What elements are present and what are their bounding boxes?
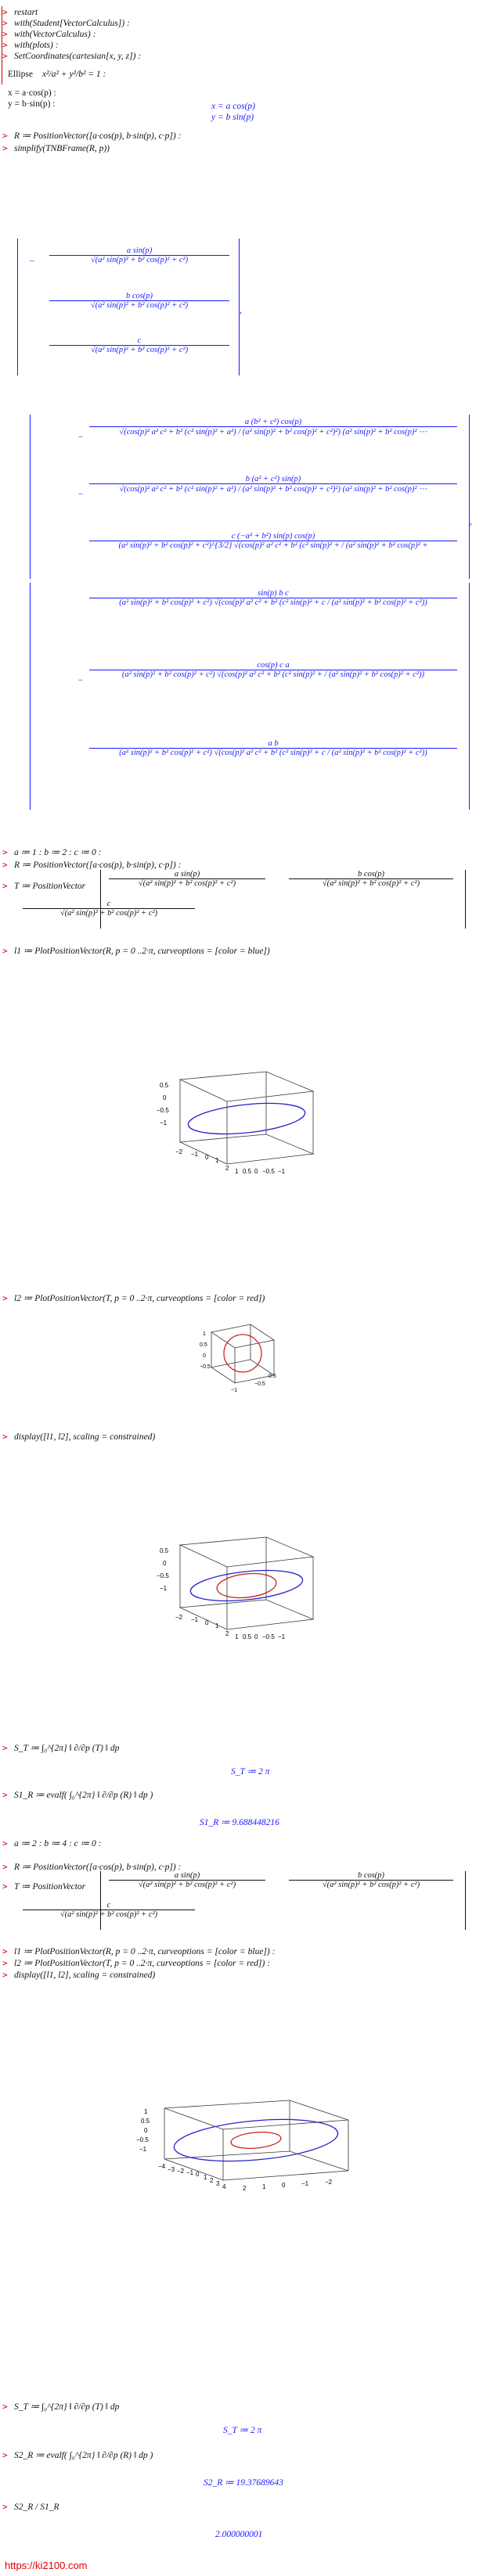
plot1-tick: 0 bbox=[254, 1168, 258, 1175]
plot1-tick: 0 bbox=[163, 1094, 167, 1101]
cmd-restart[interactable]: restart bbox=[14, 8, 38, 17]
plot1-tick: 2 bbox=[225, 1165, 229, 1172]
t-component-1: $\frac{\text{a sin(p)}}{\text{√(a² sin(p)² + b² cos(p)² + c²)}}$ bbox=[49, 246, 229, 264]
prompt-marker[interactable] bbox=[2, 51, 12, 62]
prompt-marker[interactable] bbox=[2, 7, 12, 18]
plot2-red-circle bbox=[224, 1335, 261, 1372]
plot3-tick: 0.5 bbox=[243, 1633, 252, 1640]
cmd-with-plots[interactable]: with(plots) : bbox=[14, 41, 59, 50]
plot3-tick: 1 bbox=[215, 1622, 219, 1629]
cmd-with-vector[interactable]: with(VectorCalculus) : bbox=[14, 30, 96, 39]
n2-sign: − bbox=[77, 490, 84, 499]
plot-l2-3d[interactable] bbox=[200, 1317, 286, 1395]
plot3-red-circle bbox=[216, 1571, 278, 1601]
ellipse-equation[interactable]: x²/a² + y²/b² = 1 : bbox=[42, 70, 106, 79]
prompt-marker[interactable] bbox=[2, 143, 12, 154]
prompt-marker[interactable] bbox=[2, 1970, 12, 1981]
plot-l1-3d[interactable] bbox=[157, 1056, 337, 1181]
plot1-tick: −1 bbox=[278, 1168, 286, 1175]
plot4-tick: 2 bbox=[210, 2177, 214, 2184]
plot3-tick: 0 bbox=[163, 1560, 167, 1567]
tdef-component-3: $\frac{c}{\text{√(a² sin(p)² + b² cos(p)² + c²)}}$ bbox=[23, 900, 195, 918]
n-component-2: b (a² + c²) sin(p) √(cos(p)² a² c² + b² (c² sin(p)² + a²) / (a² sin(p)² + b² cos(p)² + c²)²) (a² sin(p)² + b² cos(p)² ⋯ bbox=[89, 475, 457, 494]
plot-display2-3d[interactable] bbox=[133, 2089, 360, 2198]
plot4-tick: −2 bbox=[177, 2168, 185, 2175]
prompt-marker[interactable] bbox=[2, 2450, 12, 2461]
plot4-blue-ellipse bbox=[172, 2114, 340, 2167]
plot1-tick: −0.5 bbox=[157, 1107, 169, 1114]
plot3-tick: −1 bbox=[191, 1616, 199, 1623]
x-output: x = a cos(p) bbox=[211, 102, 255, 111]
cmd-with-student[interactable]: with(Student[VectorCalculus]) : bbox=[14, 19, 130, 28]
x-definition[interactable]: x = a·cos(p) : bbox=[8, 88, 56, 98]
prompt-marker[interactable] bbox=[2, 1946, 12, 1957]
cmd-l2-def2[interactable]: l2 ≔ PlotPositionVector(T, p = 0 ..2·π, curveoptions = [color = red]) : bbox=[14, 1959, 271, 1968]
prompt-marker[interactable] bbox=[2, 1790, 12, 1801]
cmd-ST-def2[interactable]: S_T ≔ ∫₀^{2π} ‖ ∂/∂p (T) ‖ dp bbox=[14, 2402, 120, 2412]
plot4-tick: 3 bbox=[216, 2180, 220, 2187]
cmd-S1R-def[interactable]: S1_R ≔ evalf( ∫₀^{2π} ‖ ∂/∂p (R) ‖ dp ) bbox=[14, 1791, 153, 1800]
plot1-tick: 0.5 bbox=[243, 1168, 252, 1175]
plot1-tick: −2 bbox=[175, 1148, 183, 1155]
prompt-marker[interactable] bbox=[2, 1838, 12, 1849]
cmd-set-coords[interactable]: SetCoordinates(cartesian[x, y, z]) : bbox=[14, 52, 142, 61]
plot2-tick: 0.5 bbox=[269, 1374, 276, 1379]
plot3-tick: −1 bbox=[278, 1633, 286, 1640]
plot3-tick: 2 bbox=[225, 1630, 229, 1637]
prompt-marker[interactable] bbox=[2, 1743, 12, 1754]
plot2-tick: 0.5 bbox=[200, 1342, 207, 1348]
plot4-tick: −0.5 bbox=[136, 2136, 149, 2143]
prompt-marker[interactable] bbox=[2, 860, 12, 871]
plot3-tick: −1 bbox=[160, 1585, 168, 1592]
n-component-1: a (b² + c²) cos(p) √(cos(p)² a² c² + b² (c² sin(p)² + a²) / (a² sin(p)² + b² cos(p)² + c²)²) (a² sin(p)² + b² cos(p)² ⋯ bbox=[89, 418, 457, 437]
plot3-blue-ellipse bbox=[189, 1566, 305, 1606]
cmd-display[interactable]: display([l1, l2], scaling = constrained) bbox=[14, 1432, 156, 1442]
n1-sign: − bbox=[77, 433, 84, 442]
cmd-R-def[interactable]: R ≔ PositionVector([a·cos(p), b·sin(p), c·p]) : bbox=[14, 131, 182, 141]
plot1-tick: −1 bbox=[191, 1151, 199, 1158]
plot2-tick: −0.5 bbox=[200, 1364, 211, 1370]
plot3-tick: 1 bbox=[235, 1633, 239, 1640]
cmd-R-def3[interactable]: R ≔ PositionVector([a·cos(p), b·sin(p), c·p]) : bbox=[14, 1863, 182, 1872]
ST-result-2: S_T ≔ 2 π bbox=[223, 2426, 262, 2435]
cmd-S2R-def[interactable]: S2_R ≔ evalf( ∫₀^{2π} ‖ ∂/∂p (R) ‖ dp ) bbox=[14, 2451, 153, 2460]
plot4-box bbox=[164, 2100, 348, 2180]
plot4-tick: 0 bbox=[144, 2127, 148, 2134]
cmd-R-def2[interactable]: R ≔ PositionVector([a·cos(p), b·sin(p), c·p]) : bbox=[14, 860, 182, 870]
cmd-l1-def2[interactable]: l1 ≔ PlotPositionVector(R, p = 0 ..2·π, curveoptions = [color = blue]) : bbox=[14, 1947, 276, 1956]
plot2-tick: −1 bbox=[231, 1388, 237, 1393]
plot4-tick: −1 bbox=[186, 2169, 194, 2176]
plot4-tick: 1 bbox=[204, 2174, 207, 2181]
plot4-tick: −1 bbox=[301, 2180, 309, 2187]
T-def-vector-2[interactable] bbox=[59, 1871, 466, 1930]
t-component-2: $\frac{\text{b cos(p)}}{\text{√(a² sin(p)² + b² cos(p)² + c²)}}$ bbox=[49, 292, 229, 310]
ellipse-label: Ellipse bbox=[8, 70, 33, 79]
cmd-params2[interactable]: a ≔ 2 : b ≔ 4 : c ≔ 0 : bbox=[14, 1839, 102, 1848]
plot2-box bbox=[211, 1324, 274, 1383]
footer-website-link[interactable]: https://ki2100.com bbox=[5, 2560, 88, 2571]
prompt-marker[interactable] bbox=[2, 1881, 12, 1892]
tdef2-component-2: $\frac{\text{b cos(p)}}{\text{√(a² sin(p)² + b² cos(p)² + c²)}}$ bbox=[289, 1871, 453, 1889]
cmd-params1[interactable]: a ≔ 1 : b ≔ 2 : c ≔ 0 : bbox=[14, 848, 102, 857]
plot4-tick: 0 bbox=[196, 2171, 200, 2178]
prompt-marker[interactable] bbox=[2, 2402, 12, 2413]
plot3-tick: 0.5 bbox=[160, 1547, 169, 1554]
plot2-tick: 1 bbox=[203, 1331, 206, 1337]
prompt-marker[interactable] bbox=[2, 40, 12, 51]
plot4-tick: 0 bbox=[282, 2182, 286, 2189]
plot-display-3d[interactable] bbox=[157, 1522, 337, 1647]
prompt-marker[interactable] bbox=[2, 1862, 12, 1873]
t1-sign: − bbox=[29, 257, 35, 266]
prompt-marker[interactable] bbox=[2, 1293, 12, 1304]
plot2-tick: −0.5 bbox=[254, 1381, 265, 1387]
plot3-tick: −2 bbox=[175, 1614, 183, 1621]
t-component-3: $\frac{c}{\text{√(a² sin(p)² + b² cos(p)² + c²)}}$ bbox=[49, 336, 229, 354]
y-output: y = b sin(p) bbox=[211, 113, 254, 122]
plot4-tick: 1 bbox=[262, 2183, 266, 2190]
S2R-result: S2_R ≔ 19.37689643 bbox=[204, 2478, 283, 2488]
b2-sign: − bbox=[77, 676, 84, 685]
y-definition[interactable]: y = b·sin(p) : bbox=[8, 99, 56, 109]
plot4-tick: 4 bbox=[222, 2183, 226, 2190]
plot1-tick: −0.5 bbox=[262, 1168, 275, 1175]
prompt-marker[interactable] bbox=[2, 881, 12, 892]
plot3-tick: 0 bbox=[205, 1619, 209, 1626]
plot4-tick: 0.5 bbox=[141, 2118, 150, 2125]
plot3-tick: −0.5 bbox=[157, 1572, 169, 1579]
plot2-tick: 0 bbox=[203, 1353, 206, 1359]
tdef-component-1: $\frac{\text{a sin(p)}}{\text{√(a² sin(p)² + b² cos(p)² + c²)}}$ bbox=[109, 870, 265, 888]
binormal-vector-output bbox=[30, 583, 470, 810]
cmd-l1-def[interactable]: l1 ≔ PlotPositionVector(R, p = 0 ..2·π, curveoptions = [color = blue]) bbox=[14, 947, 270, 956]
plot4-tick: −1 bbox=[139, 2146, 147, 2153]
comma: , bbox=[470, 517, 472, 526]
b-component-1: sin(p) b c (a² sin(p)² + b² cos(p)² + c²) √(cos(p)² a² c² + b² (c² sin(p)² + c / (a² sin(p)² + b² cos(p)² + c²)) bbox=[89, 589, 457, 607]
b-component-3: a b (a² sin(p)² + b² cos(p)² + c²) √(cos(p)² a² c² + b² (c² sin(p)² + c / (a² sin(p)² + b² cos(p)² + c²)) bbox=[89, 739, 457, 757]
plot1-blue-ellipse bbox=[187, 1098, 307, 1138]
plot4-red-circle bbox=[230, 2130, 281, 2150]
cmd-ratio[interactable]: S2_R / S1_R bbox=[14, 2502, 59, 2512]
prompt-marker[interactable] bbox=[2, 29, 12, 40]
S1R-result: S1_R ≔ 9.688448216 bbox=[200, 1818, 279, 1827]
plot4-tick: −4 bbox=[158, 2163, 166, 2170]
prompt-marker[interactable] bbox=[2, 131, 12, 142]
cmd-ST-def[interactable]: S_T ≔ ∫₀^{2π} ‖ ∂/∂p (T) ‖ dp bbox=[14, 1744, 120, 1753]
n-component-3: c (−a² + b²) sin(p) cos(p) (a² sin(p)² + b² cos(p)² + c²)^{3/2} √(cos(p)² a² c² + b² (c² sin(p)² + / (a² sin(p)² + b² cos(p)² + bbox=[89, 532, 457, 550]
plot4-tick: −3 bbox=[168, 2166, 175, 2173]
ST-result: S_T ≔ 2 π bbox=[231, 1767, 270, 1777]
plot4-tick: −2 bbox=[325, 2179, 333, 2186]
b-component-2: cos(p) c a (a² sin(p)² + b² cos(p)² + c²) √(cos(p)² a² c² + b² (c² sin(p)² + / (a² sin(p)² + b² cos(p)² + c²)) bbox=[89, 661, 457, 679]
plot3-box bbox=[180, 1537, 313, 1629]
plot1-tick: 0 bbox=[205, 1154, 209, 1161]
prompt-marker[interactable] bbox=[2, 1432, 12, 1442]
ratio-result: 2.000000001 bbox=[215, 2530, 263, 2539]
cmd-l2-def[interactable]: l2 ≔ PlotPositionVector(T, p = 0 ..2·π, curveoptions = [color = red]) bbox=[14, 1294, 265, 1303]
tangent-vector-output bbox=[17, 239, 240, 375]
plot3-tick: 0 bbox=[254, 1633, 258, 1640]
plot4-tick: 2 bbox=[243, 2185, 247, 2192]
comma: , bbox=[240, 306, 242, 315]
normal-vector-output bbox=[30, 415, 470, 579]
cmd-simplify[interactable]: simplify(TNBFrame(R, p)) bbox=[14, 144, 110, 153]
cmd-T-def[interactable]: T ≔ PositionVector bbox=[14, 882, 86, 891]
prompt-marker[interactable] bbox=[2, 2502, 12, 2513]
tdef-component-2: $\frac{\text{b cos(p)}}{\text{√(a² sin(p)² + b² cos(p)² + c²)}}$ bbox=[289, 870, 453, 888]
tdef2-component-1: $\frac{\text{a sin(p)}}{\text{√(a² sin(p)² + b² cos(p)² + c²)}}$ bbox=[109, 1871, 265, 1889]
plot1-tick: 1 bbox=[215, 1157, 219, 1164]
cmd-T-def2[interactable]: T ≔ PositionVector bbox=[14, 1882, 86, 1892]
prompt-marker[interactable] bbox=[2, 18, 12, 29]
prompt-marker[interactable] bbox=[2, 847, 12, 858]
plot1-tick: 1 bbox=[235, 1168, 239, 1175]
plot1-box bbox=[180, 1072, 313, 1164]
prompt-marker[interactable] bbox=[2, 946, 12, 957]
tdef2-component-3: $\frac{c}{\text{√(a² sin(p)² + b² cos(p)² + c²)}}$ bbox=[23, 1901, 195, 1919]
cmd-display2[interactable]: display([l1, l2], scaling = constrained) bbox=[14, 1971, 156, 1980]
plot4-tick: 1 bbox=[144, 2108, 148, 2115]
T-def-vector[interactable] bbox=[59, 870, 466, 929]
plot3-tick: −0.5 bbox=[262, 1633, 275, 1640]
prompt-marker[interactable] bbox=[2, 1958, 12, 1969]
plot1-tick: 0.5 bbox=[160, 1082, 169, 1089]
plot1-tick: −1 bbox=[160, 1119, 168, 1126]
